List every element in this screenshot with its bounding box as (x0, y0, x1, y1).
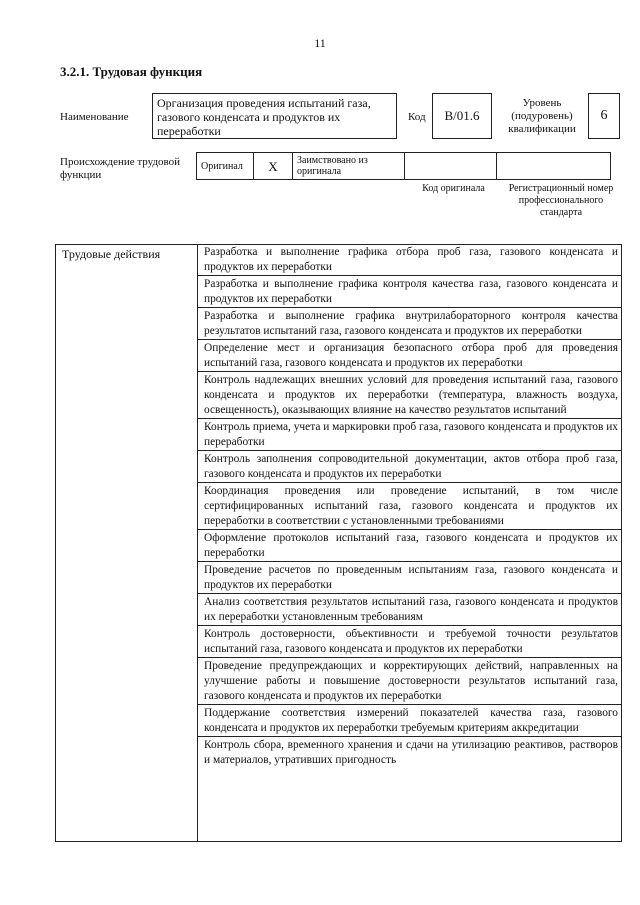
page-number: 11 (314, 36, 326, 50)
action-row: Разработка и выполнение графика отбора проб газа, газового конденсата и продуктов их переработки (198, 244, 622, 276)
action-row: Контроль сбора, временного хранения и сдачи на утилизацию реактивов, растворов и материалов, утративших пригодность (204, 739, 618, 766)
action-row: Анализ соответствия результатов испытаний газа, газового конденсата и продуктов их переработки установленным требованиям (198, 594, 622, 626)
labor-actions-label: Трудовые действия (62, 247, 161, 261)
origin-label: Происхождение трудовой функции (60, 156, 181, 181)
code-original-cell (404, 152, 497, 180)
original-label: Оригинал (196, 152, 254, 180)
borrowed-label: Заимствовано из оригинала (292, 152, 405, 180)
action-row: Проведение предупреждающих и корректирующих действий, направленных на улучшение работы и повышение достоверности результатов испытаний газа, газового конденсата и продуктов их переработки (198, 658, 622, 705)
action-row: Разработка и выполнение графика внутрилабораторного контроля качества результатов испытаний газа, газового конденсата и продуктов их переработки (198, 308, 622, 340)
code-label: Код (408, 111, 426, 123)
name-label: Наименование (60, 111, 129, 123)
action-row: Оформление протоколов испытаний газа, газового конденсата и продуктов их переработки (198, 530, 622, 562)
function-level: 6 (588, 93, 620, 139)
action-row: Разработка и выполнение графика контроля качества газа, газового конденсата и продуктов их переработки (198, 276, 622, 308)
action-row: Поддержание соответствия измерений показателей качества газа, газового конденсата и продуктов их переработки требуемым критериям аккредитации (198, 705, 622, 737)
action-row: Контроль заполнения сопроводительной документации, актов отбора проб газа, газового конденсата и продуктов их переработки (198, 451, 622, 483)
section-title: 3.2.1. Трудовая функция (60, 64, 203, 79)
reg-number-label: Регистрационный номер профессионального стандарта (508, 183, 614, 218)
action-row: Контроль достоверности, объективности и требуемой точности результатов испытаний газа, газового конденсата и продуктов их переработки (198, 626, 622, 658)
reg-number-cell (496, 152, 611, 180)
level-label: Уровень (подуровень) квалификации (508, 97, 576, 135)
action-row: Определение мест и организация безопасного отбора проб для проведения испытаний газа, газового конденсата и продуктов их переработки (198, 340, 622, 372)
function-name: Организация проведения испытаний газа, газового конденсата и продуктов их переработки (152, 93, 397, 139)
action-row: Проведение расчетов по проведенным испытаниям газа, газового конденсата и продуктов их переработки (198, 562, 622, 594)
actions-list (198, 244, 622, 768)
origin-table (197, 152, 616, 180)
action-row: Координация проведения или проведение испытаний, в том числе сертифицированных испытаний газа, газового конденсата и продуктов их переработки в соответствии с установленными требованиями (198, 483, 622, 530)
action-row: Контроль надлежащих внешних условий для проведения испытаний газа, газового конденсата и продуктов их переработки (температура, влажность воздуха, освещенность), оказывающих влияние на качество результатов испытаний (198, 372, 622, 419)
code-original-label: Код оригинала (422, 183, 485, 194)
function-code: B/01.6 (432, 93, 492, 139)
action-row: Контроль приема, учета и маркировки проб газа, газового конденсата и продуктов их переработки (198, 419, 622, 451)
original-mark: X (253, 152, 293, 180)
